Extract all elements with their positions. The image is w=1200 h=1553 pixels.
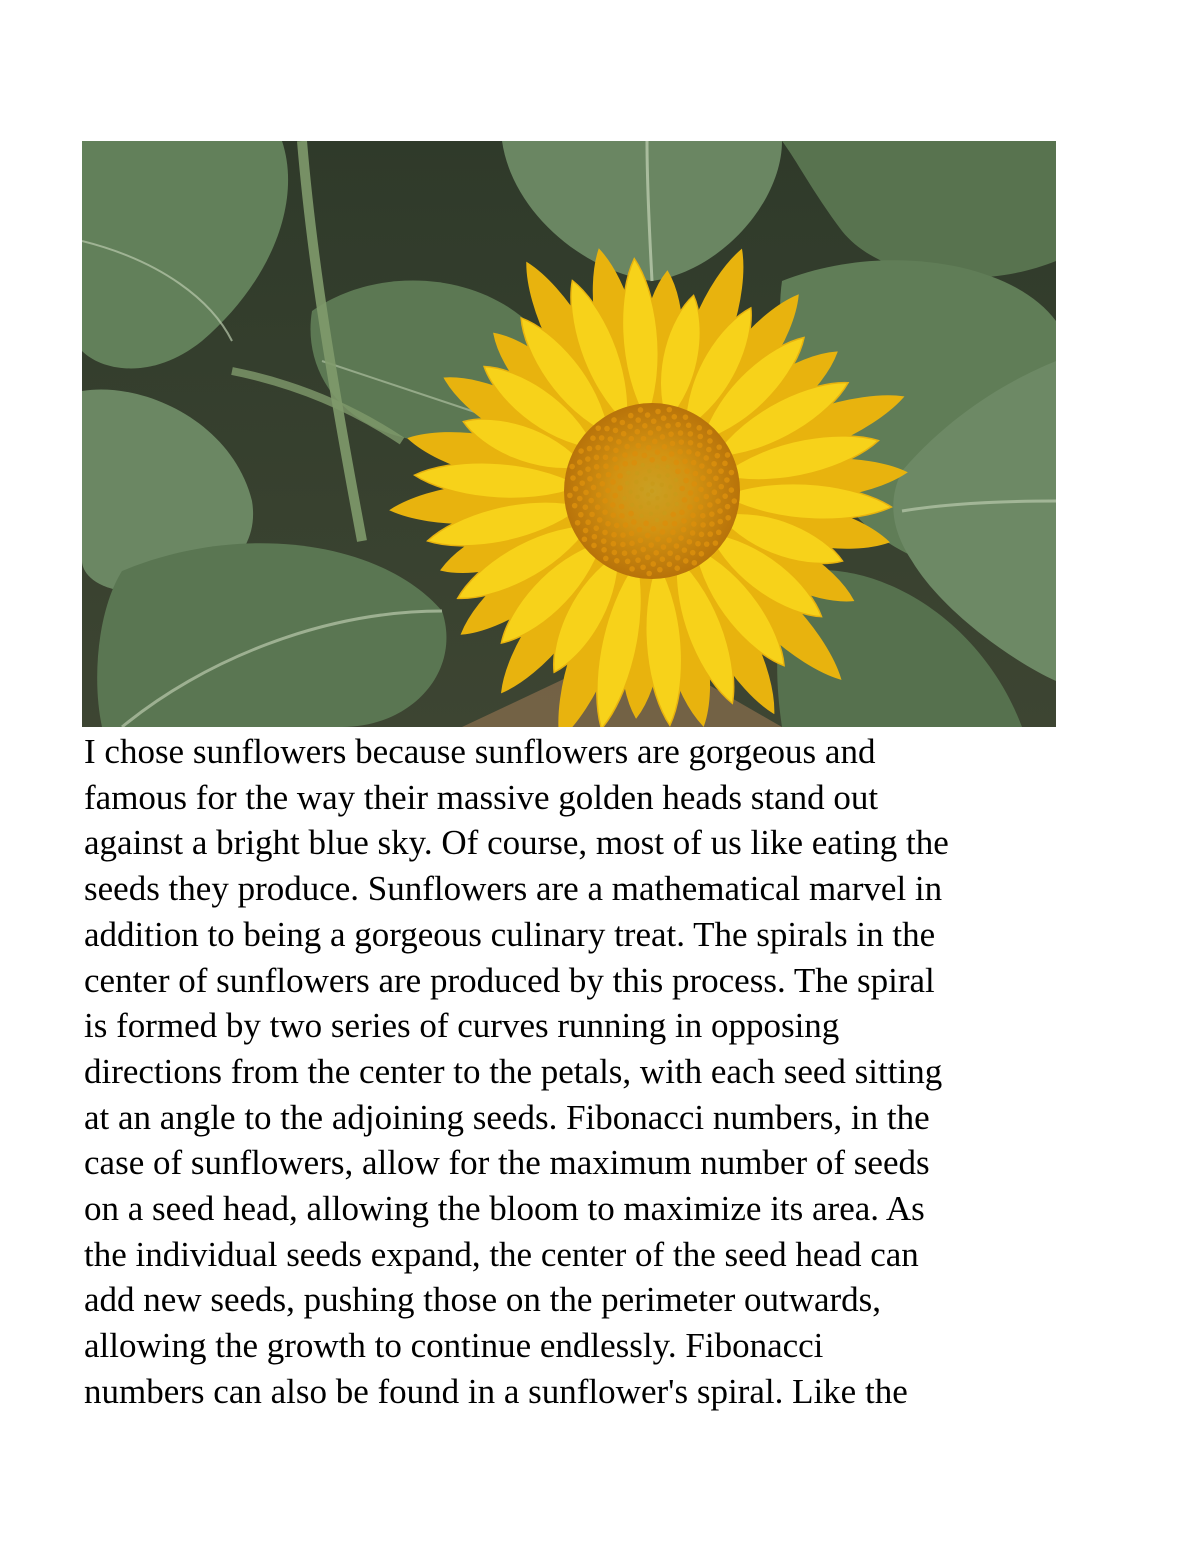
paragraph-line: directions from the center to the petals, with each seed sitting: [84, 1051, 943, 1091]
paragraph-line: on a seed head, allowing the bloom to maximize its area. As: [84, 1189, 925, 1229]
body-paragraph: [84, 729, 1084, 1415]
paragraph-line: at an angle to the adjoining seeds. Fibonacci numbers, in the: [84, 1097, 930, 1137]
paragraph-line: famous for the way their massive golden heads stand out: [84, 777, 879, 817]
paragraph-line: allowing the growth to continue endlessly. Fibonacci: [84, 1326, 824, 1366]
paragraph-line: numbers can also be found in a sunflower's spiral. Like the: [84, 1371, 908, 1411]
paragraph-line: the individual seeds expand, the center of the seed head can: [84, 1234, 919, 1274]
paragraph-line: center of sunflowers are produced by this process. The spiral: [84, 960, 935, 1000]
paragraph-line: seeds they produce. Sunflowers are a mathematical marvel in: [84, 869, 943, 909]
paragraph-line: I chose sunflowers because sunflowers are gorgeous and: [84, 732, 876, 771]
paragraph-line: case of sunflowers, allow for the maximum number of seeds: [84, 1143, 930, 1183]
paragraph-line: is formed by two series of curves running in opposing: [84, 1006, 840, 1046]
sunflower-illustration: [82, 141, 1056, 727]
paragraph-line: addition to being a gorgeous culinary treat. The spirals in the: [84, 914, 936, 954]
sunflower-photo: [82, 141, 1056, 727]
paragraph-line: add new seeds, pushing those on the perimeter outwards,: [84, 1280, 882, 1320]
paragraph-line: against a bright blue sky. Of course, most of us like eating the: [84, 823, 949, 863]
